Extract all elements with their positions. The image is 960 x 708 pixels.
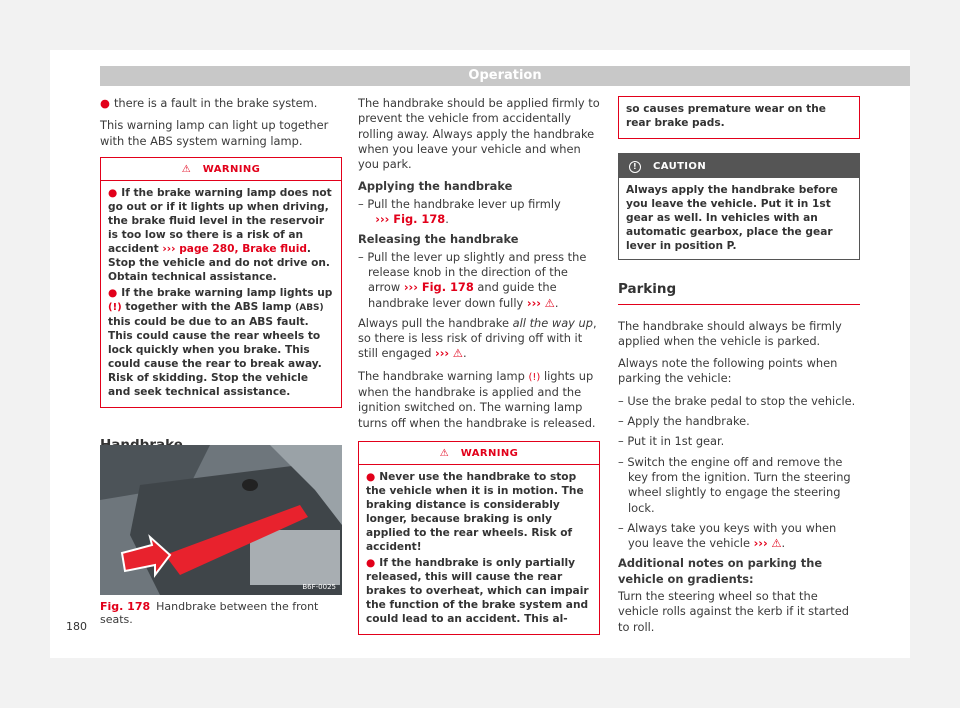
figure-caption: Fig. 178 Handbrake between the front seats. (100, 600, 319, 626)
list-item: – Switch the engine off and remove the key from the ignition. Turn the steering wheel slightly to engage the steering lock. (618, 454, 851, 515)
brake-lamp-icon: (!) (528, 371, 541, 383)
warning-box-continued: so causes premature wear on the rear brake pads. (618, 96, 860, 139)
warning-box (358, 441, 600, 635)
warning-item: ● If the handbrake is only partially released, this will cause the rear brakes to overheat, which can impair the function of the brake system and could lead to an accident. This al- (366, 557, 589, 626)
subheading-applying: Applying the handbrake (358, 179, 513, 194)
warning-header: ⚠ WARNING (359, 442, 599, 465)
figure-link[interactable]: ››› Fig. 178 (375, 212, 446, 227)
list-item: – Put it in 1st gear. (618, 434, 725, 449)
list-item: – Use the brake pedal to stop the vehicle. (618, 393, 856, 408)
figure-code: B6F-0025 (302, 583, 336, 591)
paragraph: The handbrake should always be firmly applied when the vehicle is parked. (618, 318, 842, 348)
warning-triangle-icon: ⚠ (452, 346, 463, 361)
figure-link[interactable]: ››› Fig. 178 (403, 280, 474, 295)
page-header: Operation (100, 66, 910, 86)
caution-header: ! CAUTION (619, 154, 859, 178)
step-item: – Pull the handbrake lever up firmly ››› Fig. 178. (358, 196, 561, 227)
bullet-icon: ● (100, 96, 110, 110)
info-circle-icon: ! (629, 161, 641, 173)
paragraph: Always note the following points when parking the vehicle: (618, 356, 838, 386)
abs-lamp-icon: (ABS) (295, 303, 324, 314)
warning-triangle-icon: ⚠ (439, 447, 450, 459)
warning-header: ⚠ WARNING (101, 158, 341, 181)
warning-item: ● Never use the handbrake to stop the vehicle when it is in motion. The braking distance is considerably longer, because braking is only applied to the rear wheels. Risk of accident! (366, 471, 584, 554)
warning-triangle-icon: ⚠ (771, 536, 782, 551)
step-item: – Pull the lever up slightly and press the release knob in the direction of the arrow ››› Fig. 178 and guide the handbrake lever down fully ››› ⚠. (358, 249, 587, 310)
list-item: – Apply the handbrake. (618, 414, 750, 429)
column-1 (100, 96, 342, 474)
warning-box (100, 157, 342, 408)
section-title-parking: Parking (618, 282, 860, 304)
manual-page (50, 50, 910, 658)
warning-triangle-icon: ⚠ (544, 295, 555, 310)
page-number: 180 (66, 620, 87, 633)
bullet-item: ● there is a fault in the brake system. (100, 96, 318, 110)
page-link[interactable]: ››› page 280, Brake fluid (162, 243, 307, 256)
column-2 (358, 96, 600, 645)
subheading-gradients: Additional notes on parking the vehicle on gradients: (618, 556, 823, 586)
warning-item: ● If the brake warning lamp lights up (!) together with the ABS lamp (ABS) this could be due to an ABS fault. This could cause the rear wheels to lock quickly when you brake. This could cause the rear to break away. Risk of skidding. Stop the vehicle and seek technical assistance. (108, 287, 333, 399)
paragraph: Turn the steering wheel so that the vehicle rolls against the kerb if it started to roll. (618, 589, 849, 634)
brake-lamp-icon: (!) (108, 302, 122, 314)
paragraph: This warning lamp can light up together with the ABS system warning lamp. (100, 118, 329, 148)
column-3 (618, 96, 860, 642)
handbrake-illustration (100, 445, 342, 595)
warning-item: ● If the brake warning lamp does not go out or if it lights up when driving, the brake fluid level in the reservoir is too low so there is a risk of an accident ››› page 280, Brake fluid. Stop the vehicle and do not drive on. Obtain technical assistance. (108, 187, 332, 284)
figure-handbrake (100, 445, 342, 595)
subheading-releasing: Releasing the handbrake (358, 232, 519, 247)
paragraph: Always pull the handbrake all the way up, so there is less risk of driving off with it still engaged ››› ⚠. (358, 315, 597, 361)
warning-triangle-icon: ⚠ (181, 163, 192, 175)
paragraph: The handbrake warning lamp (!) lights up when the handbrake is applied and the ignition switched on. The warning lamp turns off when the handbrake is released. (358, 368, 596, 430)
list-item: – Always take you keys with you when you leave the vehicle ››› ⚠. (618, 520, 837, 551)
paragraph: The handbrake should be applied firmly to prevent the vehicle from accidentally rolling away. Always apply the handbrake when you leave your vehicle and when you park. (358, 96, 600, 172)
caution-box: ! CAUTION Always apply the handbrake before you leave the vehicle. Put it in 1st gear as well. In vehicles with an automatic gearbox, place the gear lever in position P. (618, 153, 860, 260)
